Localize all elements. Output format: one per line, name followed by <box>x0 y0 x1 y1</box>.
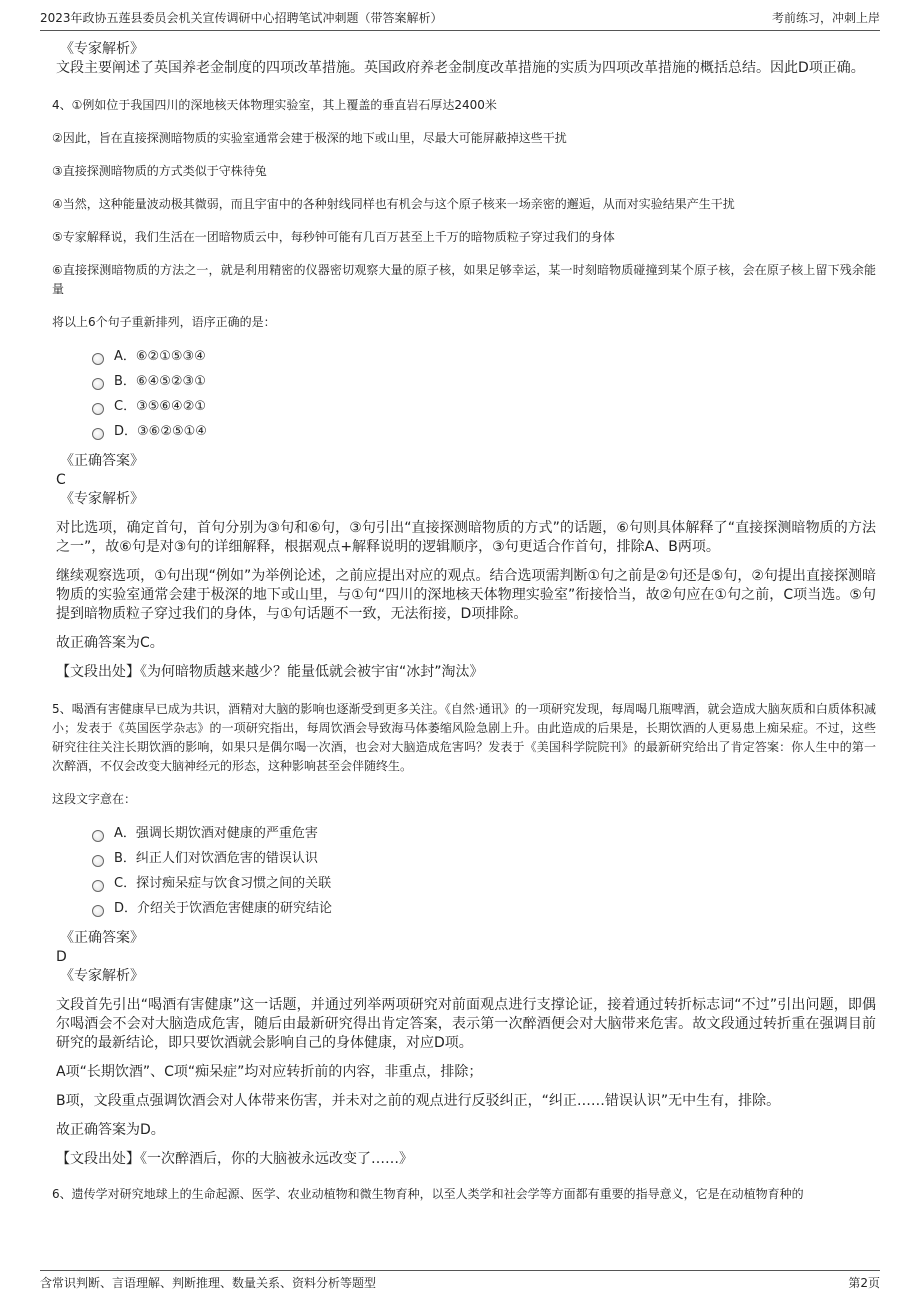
radio-icon[interactable] <box>92 905 104 917</box>
radio-icon[interactable] <box>92 378 104 390</box>
expert-analysis-label: 《专家解析》 <box>60 968 144 984</box>
q4-option-c[interactable]: C．③⑤⑥④②① <box>92 396 876 418</box>
radio-icon[interactable] <box>92 830 104 842</box>
page-footer <box>40 1270 880 1291</box>
q4-analysis-paragraph: 继续观察选项，①句出现“例如”为举例论述，之前应提出对应的观点。结合选项需判断①句之前是②句还是⑤句，②句提出直接探测暗物质的实验室通常会建于极深的地下或山里，与①句“四川的深地核天体物理实验室”衔接恰当，故②句应在①句之前，C项当选。⑤句提到暗物质粒子穿过我们的身体，与①句话题不一致，无法衔接，D项排除。 <box>56 568 876 622</box>
q4-sentence: ⑤专家解释说，我们生活在一团暗物质云中，每秒钟可能有几百万甚至上千万的暗物质粒子穿过我们的身体 <box>52 230 615 244</box>
q4-sentence: 4、①例如位于我国四川的深地核天体物理实验室，其上覆盖的垂直岩石厚达2400米 <box>52 98 497 112</box>
q4-option-d[interactable]: D．③⑥②⑤①④ <box>92 421 876 443</box>
footer-categories: 含常识判断、言语理解、判断推理、数量关系、资料分析等题型 <box>40 1276 377 1290</box>
q5-analysis-paragraph: 文段首先引出“喝酒有害健康”这一话题，并通过列举两项研究对前面观点进行支撑论证，接着通过转折标志词“不过”引出问题，即偶尔喝酒会不会对大脑造成危害，随后由最新研究得出肯定答案，表示第一次醉酒便会对大脑带来危害。故文段通过转折重在强调目前研究的最新结论，即只要饮酒就会影响自己的身体健康，对应D项。 <box>56 997 876 1051</box>
radio-icon[interactable] <box>92 880 104 892</box>
radio-icon[interactable] <box>92 428 104 440</box>
q5-option-b[interactable]: B．纠正人们对饮酒危害的错误认识 <box>92 848 876 870</box>
expert-analysis-label: 《专家解析》 <box>60 491 144 507</box>
correct-answer: C <box>56 472 66 488</box>
correct-answer: D <box>56 949 67 965</box>
q4-sentence: ⑥直接探测暗物质的方法之一，就是利用精密的仪器密切观察大量的原子核，如果足够幸运，某一时刻暗物质碰撞到某个原子核，会在原子核上留下残余能量 <box>52 263 876 296</box>
expert-analysis-text: 文段主要阐述了英国养老金制度的四项改革措施。英国政府养老金制度改革措施的实质为四项改革措施的概括总结。因此D项正确。 <box>56 60 865 76</box>
header-slogan: 考前练习，冲刺上岸 <box>771 11 880 25</box>
correct-answer-label: 《正确答案》 <box>60 453 144 469</box>
q5-analysis-paragraph: 故正确答案为D。 <box>56 1122 165 1138</box>
q5-option-c[interactable]: C．探讨痴呆症与饮食习惯之间的关联 <box>92 873 876 895</box>
q4-analysis-paragraph: 对比选项，确定首句，首句分别为③句和⑥句，③句引出“直接探测暗物质的方式”的话题，⑥句则具体解释了“直接探测暗物质的方法之一”，故⑥句是对③句的详细解释，根据观点+解释说明的逻辑顺序，③句更适合作首句，排除A、B两项。 <box>56 520 876 555</box>
page-content <box>52 40 876 1201</box>
q5-prompt: 这段文字意在： <box>52 792 137 806</box>
document-title: 2023年政协五莲县委员会机关宣传调研中心招聘笔试冲刺题（带答案解析） <box>40 11 443 25</box>
q5-option-a[interactable]: A．强调长期饮酒对健康的严重危害 <box>92 823 876 845</box>
q4-option-b[interactable]: B．⑥④⑤②③① <box>92 371 876 393</box>
q5-analysis-paragraph: B项，文段重点强调饮酒会对人体带来伤害，并未对之前的观点进行反驳纠正，“纠正……错误认识”无中生有，排除。 <box>56 1093 781 1109</box>
page-number: 第2页 <box>848 1276 880 1290</box>
q4-source: 【文段出处】《为何暗物质越来越少？能量低就会被宇宙“冰封”淘汰》 <box>56 664 484 680</box>
radio-icon[interactable] <box>92 353 104 365</box>
correct-answer-label: 《正确答案》 <box>60 930 144 946</box>
radio-icon[interactable] <box>92 403 104 415</box>
expert-analysis-label: 《专家解析》 <box>60 41 144 57</box>
radio-icon[interactable] <box>92 855 104 867</box>
q5-source: 【文段出处】《一次醉酒后，你的大脑被永远改变了……》 <box>56 1151 413 1167</box>
q4-analysis-paragraph: 故正确答案为C。 <box>56 635 164 651</box>
page-header <box>40 10 880 31</box>
q4-sentence: ③直接探测暗物质的方式类似于守株待兔 <box>52 164 267 178</box>
q6-text: 6、遗传学对研究地球上的生命起源、医学、农业动植物和微生物育种，以至人类学和社会学等方面都有重要的指导意义，它是在动植物育种的 <box>52 1187 804 1201</box>
q5-option-d[interactable]: D．介绍关于饮酒危害健康的研究结论 <box>92 898 876 920</box>
q4-sentence: ②因此，旨在直接探测暗物质的实验室通常会建于极深的地下或山里，尽最大可能屏蔽掉这些干扰 <box>52 131 567 145</box>
q5-text: 5、喝酒有害健康早已成为共识，酒精对大脑的影响也逐渐受到更多关注。《自然·通讯》的一项研究发现，每周喝几瓶啤酒，就会造成大脑灰质和白质体积减小；发表于《英国医学杂志》的一项研究指出，每周饮酒会导致海马体萎缩风险急剧上升。由此造成的后果是，长期饮酒的人更易患上痴呆症。不过，这些研究往往关注长期饮酒的影响，如果只是偶尔喝一次酒，也会对大脑造成危害吗？发表于《美国科学院院刊》的最新研究给出了肯定答案：你人生中的第一次醉酒，不仅会改变大脑神经元的形态，这种影响甚至会伴随终生。 <box>52 702 876 773</box>
q4-prompt: 将以上6个句子重新排列，语序正确的是： <box>52 315 276 329</box>
q5-analysis-paragraph: A项“长期饮酒”、C项“痴呆症”均对应转折前的内容，非重点，排除； <box>56 1064 483 1080</box>
q4-option-a[interactable]: A．⑥②①⑤③④ <box>92 346 876 368</box>
q4-sentence: ④当然，这种能量波动极其微弱，而且宇宙中的各种射线同样也有机会与这个原子核来一场亲密的邂逅，从而对实验结果产生干扰 <box>52 197 735 211</box>
